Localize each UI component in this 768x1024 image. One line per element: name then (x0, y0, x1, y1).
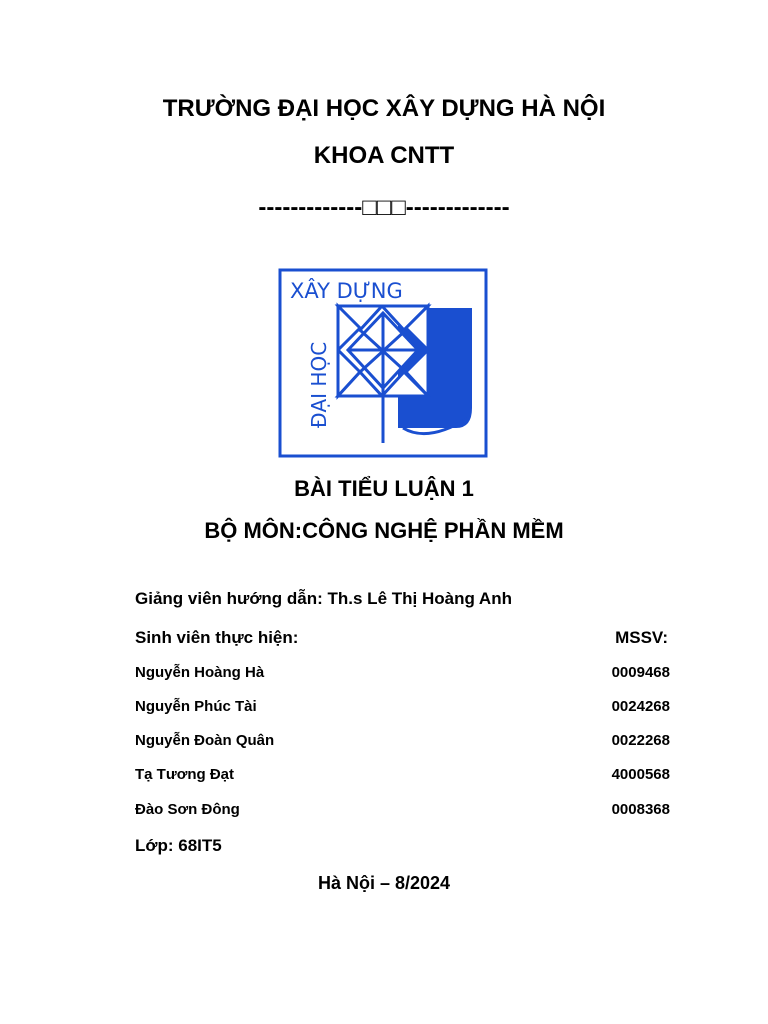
mssv-label: MSSV: (615, 628, 668, 647)
students-label: Sinh viên thực hiện: (135, 628, 299, 647)
student-id: 0009468 (611, 664, 670, 681)
student-id: 0024268 (611, 698, 670, 715)
advisor-line: Giảng viên hướng dẫn: Th.s Lê Thị Hoàng Anh (135, 589, 512, 608)
university-logo (278, 268, 490, 460)
student-name: Tạ Tương Đạt (135, 766, 235, 783)
logo-lotus (338, 306, 428, 396)
decorative-divider: -------------□□□------------- (258, 194, 510, 221)
logo-top-text: XÂY DỰNG (290, 279, 403, 303)
student-name: Nguyễn Hoàng Hà (135, 664, 265, 681)
student-name: Nguyễn Đoàn Quân (135, 732, 275, 749)
student-id: 0022268 (611, 732, 670, 749)
subject-name: BỘ MÔN:CÔNG NGHỆ PHẦN MỀM (204, 518, 564, 543)
student-name: Đào Sơn Đông (135, 801, 240, 818)
student-id: 4000568 (611, 766, 670, 783)
student-name: Nguyễn Phúc Tài (135, 698, 257, 715)
class-line: Lớp: 68IT5 (135, 836, 222, 855)
place-date: Hà Nội – 8/2024 (317, 873, 451, 893)
logo-side-text: ĐẠI HỌC (307, 341, 331, 428)
report-title: BÀI TIỂU LUẬN 1 (294, 476, 474, 501)
school-name: TRƯỜNG ĐẠI HỌC XÂY DỰNG HÀ NỘI (162, 95, 606, 122)
student-id: 0008368 (611, 801, 670, 818)
faculty-name: KHOA CNTT (313, 142, 455, 169)
